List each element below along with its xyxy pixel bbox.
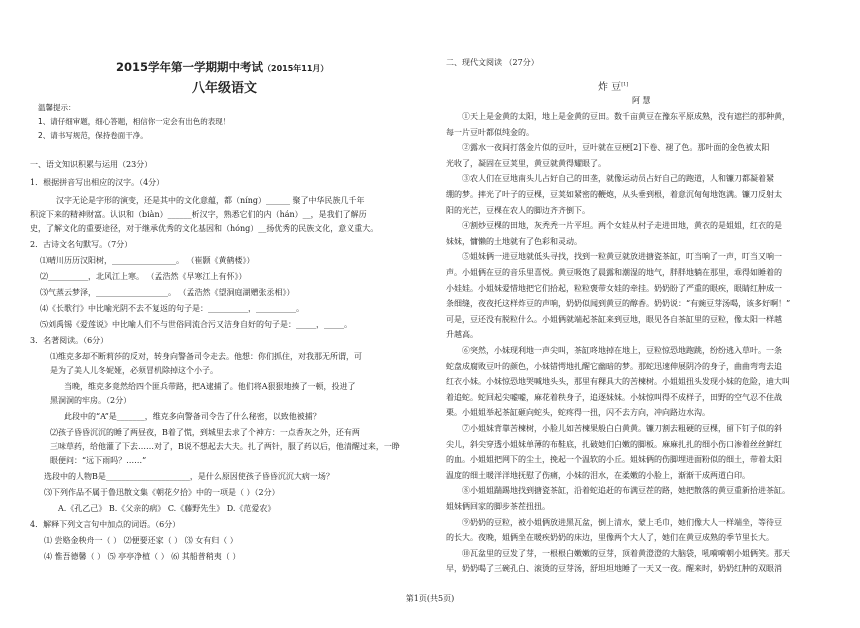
essay-line: ⑦小姐妹背靠苦楝树，小脸儿如苦楝果般白白黄黄。镰刀割去粗硬的豆棵，留下钉子似的斜 (462, 424, 782, 433)
essay-line: 姐妹俩回家的脚步茶茬扭扭。 (446, 502, 550, 511)
essay-line: 栗。小姐姐举起茶缸砸向蛇头，蛇疼得一扭，闪不去方向，冲向路边水沟。 (446, 408, 710, 418)
q2-item: ⑸刘禹锡《爱莲说》中比喻人们不与世俗同流合污又洁身自好的句子是：_____，_____。 (40, 320, 352, 329)
essay-line: 蛇盘成腐败豆叶的颜色，小妹错愕地扎醒它幽暗的梦。那蛇迅速伸展阴冷的身子，曲曲弯弯去追 (446, 361, 782, 371)
q2-item: ⑶气蒸云梦泽，__________________。 （孟浩然《望洞庭湖赠张丞相》） (40, 288, 295, 297)
q3-stem: 3．名著阅读。（6分） (30, 336, 109, 345)
essay-line: 可是，豆还没有脱粒什么。小姐俩就端起茶缸来到豆地，眼见各自茶缸里的豆粒，像太阳一样越 (446, 314, 782, 324)
essay-footnote-mark: [1] (621, 81, 629, 88)
essay-line: 着追蛇。蛇回起尖嘘嘘，麻花着秩身子，追逐妹妹。小妹惊叫得不成样子，田野的空气忍不住战 (446, 392, 782, 402)
essay-line: 每一片豆叶都似纯金的。 (446, 127, 534, 137)
essay-line: ⑧小姐姐踹踢地找到搪瓷茶缸，沿着蛇追赶的布满豆茬的路，她把散落的黄豆重新拾进茶缸。 (462, 486, 790, 496)
q4-items: ⑷ 惟吾德馨（ ） ⑸ 亭亭净植（ ） ⑹ 其船普稍夷（ ） (44, 552, 241, 561)
essay-line: 的血。小姐姐把网下的尘土，挽起一个温软的小丘。姐妹俩的伤脚埋进面粉似的细土，带着太阳 (446, 455, 782, 465)
part2-heading: 二、现代文阅读 （27分） (446, 58, 539, 67)
essay-line: 红衣小妹。小妹惊恐地哭喊地头头，那里有稞具大的苦楝树。小姐姐扭头发现小妹的危险，迪大叫 (446, 377, 790, 387)
essay-title: 炸 豆 (598, 82, 622, 93)
essay-line: 尖儿，斜尖穿透小姐妹单薄的布鞋底，扎破她们白嫩的脚板。麻麻扎扎的细小伤口渗着丝丝鲜红 (446, 439, 782, 449)
essay-author: 阿 慧 (632, 96, 651, 105)
q3-text-line: ⑴维克多却不断莉莎的反对，转身向警备司令走去。他想：你们抓住，对我那无所谓，可 (50, 352, 362, 361)
essay-title-line (598, 78, 628, 93)
q3-text-line: 是为了美人儿冬妮娅，必须冒机除掉这个小子。 (50, 366, 218, 375)
q3-question: ⑶下列作品不属于鲁迅散文集《朝花夕拾》中的一项是（ ）（2分） (44, 488, 280, 497)
q3-text-line: ⑵孩子昏昏沉沉的睡了两昼夜，B着了慌，到城里去求了个神方：一点香灰之外，还有两 (50, 428, 360, 437)
page-footer: 第1页(共5页) (405, 594, 455, 603)
q1-text-line: 积淀下来的精神财富。认识和（biàn）______析汉字，熟悉它们的内（hán）__，是我们了解历 (30, 210, 367, 219)
exam-title: 2015学年第一学期期中考试 (116, 60, 264, 74)
essay-line: ③农人们在豆地南头儿占好自己的田垄，就像运动员占好自己的跑道，人和镰刀都凝着紧 (462, 174, 774, 184)
q2-item: ⑵__________，北风江上寒。 （孟浩然《早寒江上有怀》） (40, 272, 247, 281)
essay-line: 绷的梦。摔光了叶子的豆棵，豆荚如紧密的鞭炮，从头垂到根，着意沉甸甸地饱满。镰刀反射太 (446, 190, 782, 199)
q3-text-line: 黑洞洞的牢房。（2分） (50, 396, 132, 405)
essay-line: ⑥突然，小妹现利地一声尖叫，茶缸咚地掉在地上，豆粒惊恐地跑跳，纷纷逃入草叶。一条 (462, 346, 782, 355)
q1-text-line: 史，了解文化的重要途径，对于继承优秀的文化基因和（hóng）__扬优秀的民族文化，意义重大。 (30, 224, 379, 233)
q3-text-line: 三味草药，给他灌了下去……对了，B说不想起去大夫。扎了两针，服了药以后，他清醒过来，一睁 (50, 442, 400, 451)
essay-line: 小娃娃。小姐妹爱惜地把它们拾起，粒粒褒带女娃的牵挂。奶奶盼了严重的眼疾，眼睛红肿成一 (446, 283, 782, 293)
essay-line: ②露水一夜间打落金片似的豆叶，豆叶就在豆梗[2]下卷、褪了色。那叶面的金色被太阳 (462, 143, 770, 153)
q1-text-line: 汉字无论是字形的演变，还是其中的文化意蕴，都（níng）______ 聚了中华民族几千年 (56, 196, 365, 205)
essay-line: ①天上是金黄的太阳，地上是金黄的豆田。数千亩黄豆在豫东平原成熟，没有遮拦的那种黄， (462, 112, 790, 121)
essay-line: 光收了，凝固在豆荚里，黄豆就黄得耀眼了。 (446, 158, 606, 168)
essay-line: 阳的光芒，豆棵在农人的脚边齐齐倒下。 (446, 205, 590, 215)
essay-line: 温度的细土暖洋洋地抚慰了伤痛，小妹的泪水，在柔嫩的小脸上，渐渐干成两道白印。 (446, 470, 750, 480)
grade-subject: 八年级语文 (192, 81, 258, 96)
tip-line: 2、请书写规范，保持卷面干净。 (38, 131, 148, 140)
essay-line: ⑨奶奶的豆粒，被小姐俩放进黑瓦盆，倒上清水，蒙上毛巾，她们像大人一样端坐，等待豆 (462, 517, 782, 527)
q3-text-line: 当晚，维克多竟然给四个匪兵带路，把A逮捕了。他们将A狠狠地揍了一顿，投进了 (64, 382, 356, 391)
q2-stem: 2．古诗文名句默写。（7分） (30, 240, 133, 249)
essay-line: 条细缝，夜夜托这样炸豆的声响，奶奶似闻到黄豆的醇香。奶奶说：“有豌豆芽汤喝，该多好啊！” (446, 299, 791, 309)
essay-line: 早，奶奶喝了三碗孔白、滚烫的豆芽汤，舒坦坦地睡了一天又一夜。醒来时，奶奶红肿的双眼消 (446, 564, 782, 574)
essay-line: ⑩瓦盆里的豆发了芽，一根根白嫩嫩的豆芽，顶着黄澄澄的大脑袋，吼嗬嗬朝小姐俩笑。那天 (462, 548, 790, 558)
q4-stem: 4．解释下列文言句中加点的词语。（6分） (30, 520, 181, 529)
tips-heading: 温馨提示： (38, 103, 76, 112)
q3-options: A.《孔乙己》 B.《父亲的病》 C.《藤野先生》 D.《范爱农》 (58, 504, 276, 513)
q1-stem: 1．根据拼音写出相应的汉字。（4分） (30, 178, 165, 187)
essay-line: 声。小姐俩在豆的音乐里喜悦。黄豆吸饱了晨露和潮湿的地气，胖胖地躺在那里，乖得如睡着的 (446, 268, 782, 277)
q3-question: 此段中的“A”是_______，维克多向警备司令告了什么秘密，以致他被捕？ (64, 412, 321, 421)
tip-line: 1、请仔细审题，细心答题，相信你一定会有出色的表现！ (38, 117, 231, 126)
q2-item: ⑷《长歌行》中比喻光阴不去不复返的句子是：__________，__________。 (40, 304, 304, 313)
essay-line: 的长大。夜晚，姐俩坐在暖疾奶奶的床边，里像两个大人了，她们在黄豆成熟的季节里长大。 (446, 533, 774, 543)
q3-text-line: 眼便问：“远下雨吗？……” (50, 456, 147, 465)
essay-line: ⑤姐妹俩一进豆地就低头寻找，找到一粒黄豆就放进搪瓷茶缸，叮当响了一声，叮当又响一 (462, 252, 782, 262)
essay-line: 升越高。 (446, 330, 478, 340)
q3-question: 选段中的人物B是_____________________，是什么原因使孩子昏昏沉沉大病一场？ (44, 472, 334, 481)
q2-item: ⑴晴川历历汉阳树，________________。 （崔颢《黄鹤楼》） (40, 256, 255, 265)
exam-date: （2015年11月） (263, 64, 329, 73)
q4-items: ⑴ 尝赂金秧舟一（ ） ⑵便要还家（ ） ⑶ 女有归（ ） (44, 536, 238, 545)
essay-line: ④割炒豆棵的田地，灰秃秃一片平坦。两个女娃从村子走进田地，黄衣的是姐姐，红衣的是 (462, 221, 782, 231)
exam-title-line (116, 62, 328, 74)
part1-heading: 一、语文知识积累与运用（23分） (30, 160, 153, 169)
essay-line: 妹妹，慵懒的土地就有了色彩和灵动。 (446, 236, 582, 246)
